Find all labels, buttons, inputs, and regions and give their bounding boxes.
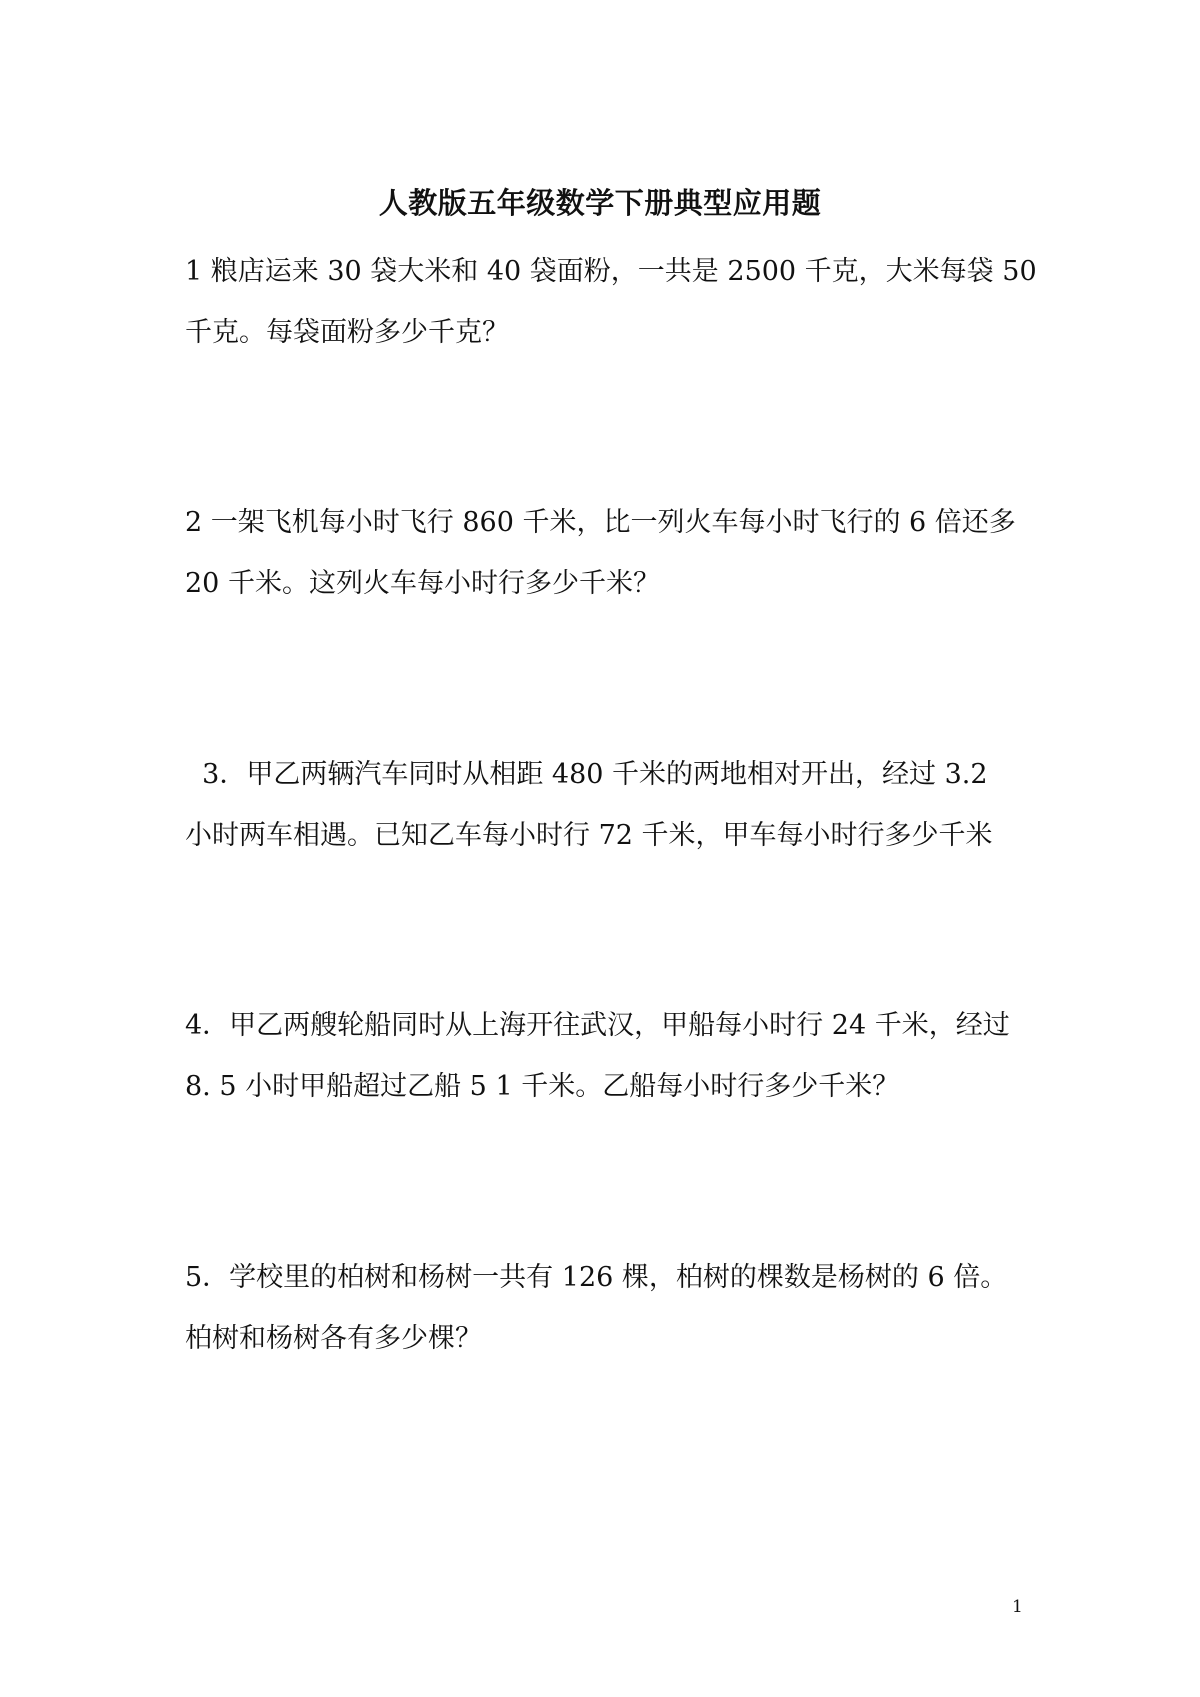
question-2-line-1: 2 一架飞机每小时飞行 860 千米，比一列火车每小时飞行的 6 倍还多: [185, 507, 1016, 538]
question-3-line-1: 3．甲乙两辆汽车同时从相距 480 千米的两地相对开出，经过 3.2: [185, 759, 988, 790]
question-3: [185, 744, 1030, 866]
question-1-line-2: 千克。每袋面粉多少千克？: [185, 317, 509, 348]
question-3-line-2: 小时两车相遇。已知乙车每小时行 72 千米，甲车每小时行多少千米: [185, 820, 993, 851]
question-5: [185, 1247, 1030, 1369]
question-1: [185, 241, 1037, 363]
question-5-line-1: 5．学校里的柏树和杨树一共有 126 棵，柏树的棵数是杨树的 6 倍。: [185, 1262, 1008, 1293]
question-4: [185, 995, 1030, 1117]
question-1-line-1: 1 粮店运来 30 袋大米和 40 袋面粉，一共是 2500 千克，大米每袋 50: [185, 256, 1037, 287]
question-2-line-2: 20 千米。这列火车每小时行多少千米？: [185, 568, 660, 599]
question-2: [185, 492, 1030, 614]
question-4-line-1: 4．甲乙两艘轮船同时从上海开往武汉，甲船每小时行 24 千米，经过: [185, 1010, 1010, 1041]
question-4-line-2: 8. 5 小时甲船超过乙船 5 1 千米。乙船每小时行多少千米？: [185, 1071, 900, 1102]
page-number: 1: [1012, 1597, 1023, 1617]
question-5-line-2: 柏树和杨树各有多少棵？: [185, 1323, 482, 1354]
document-title: 人教版五年级数学下册典型应用题: [378, 186, 822, 220]
